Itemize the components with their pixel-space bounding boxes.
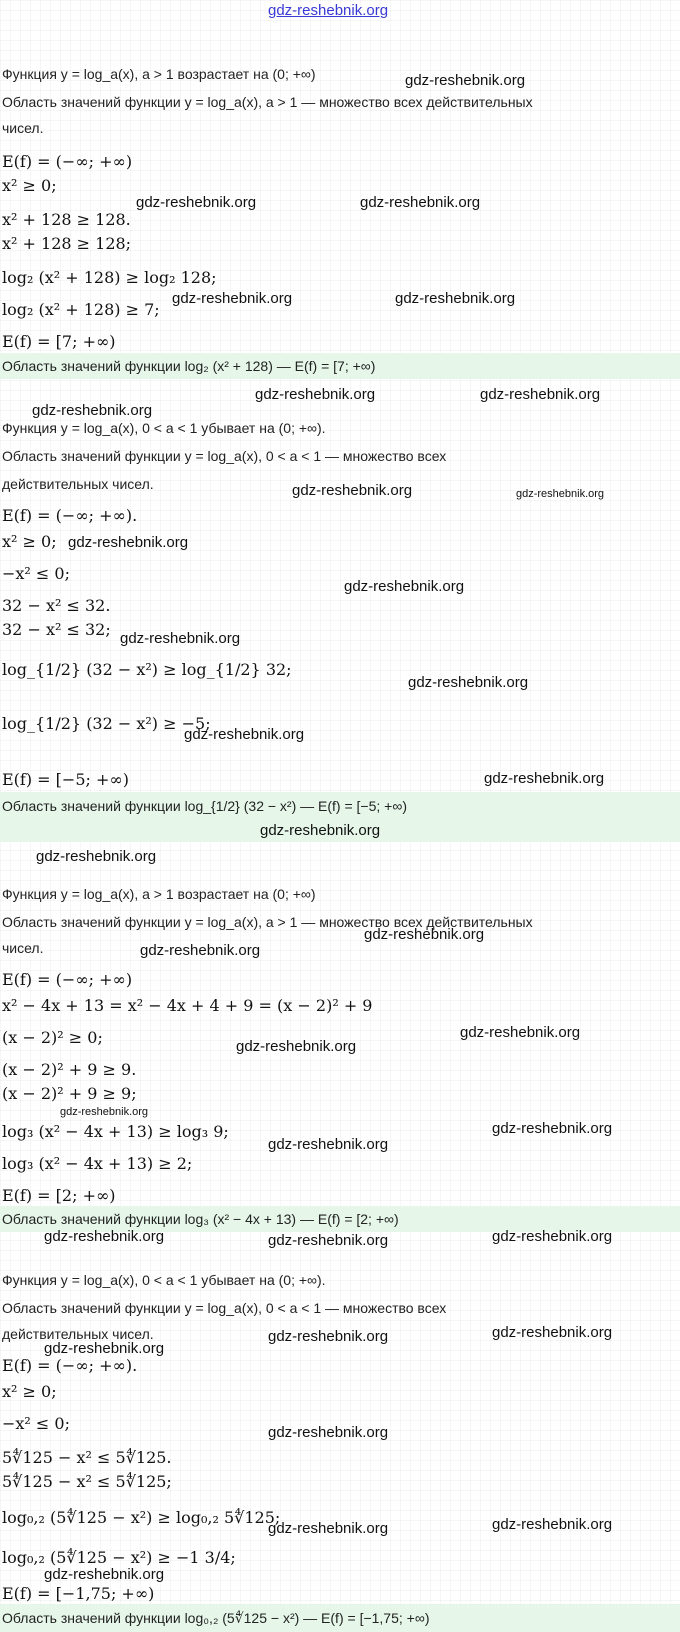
equation-line: E(f) = [−5; +∞)	[2, 770, 129, 789]
equation-line: E(f) = [7; +∞)	[2, 332, 116, 351]
watermark: gdz-reshebnik.org	[268, 1328, 389, 1345]
watermark: gdz-reshebnik.org	[44, 1340, 165, 1357]
equation-line: x² + 128 ≥ 128.	[2, 210, 131, 229]
equation-line: −x² ≤ 0;	[2, 564, 70, 583]
equation-line: E(f) = (−∞; +∞)	[2, 970, 133, 989]
watermark: gdz-reshebnik.org	[492, 1228, 613, 1245]
equation-line: x² + 128 ≥ 128;	[2, 234, 132, 253]
statement-line: Функция y = log_a(x), 0 < a < 1 убывает на (0; +∞).	[2, 1272, 326, 1288]
equation-line: (x − 2)² + 9 ≥ 9.	[2, 1060, 137, 1079]
answer-text: Область значений функции log₃ (x² − 4x + 13) — E(f) = [2; +∞)	[2, 1211, 399, 1227]
watermark: gdz-reshebnik.org	[292, 482, 413, 499]
equation-line: (x − 2)² ≥ 0;	[2, 1028, 103, 1047]
equation-line: E(f) = (−∞; +∞).	[2, 1356, 138, 1375]
equation-line: x² ≥ 0;	[2, 532, 57, 551]
watermark: gdz-reshebnik.org	[268, 1520, 389, 1537]
equation-line: E(f) = [2; +∞)	[2, 1186, 116, 1205]
watermark: gdz-reshebnik.org	[344, 578, 465, 595]
equation-line: x² ≥ 0;	[2, 176, 57, 195]
watermark: gdz-reshebnik.org	[68, 534, 189, 551]
watermark: gdz-reshebnik.org	[44, 1566, 165, 1583]
watermark: gdz-reshebnik.org	[255, 386, 376, 403]
statement-line: чисел.	[2, 940, 44, 956]
equation-line: 32 − x² ≤ 32;	[2, 620, 111, 639]
watermark: gdz-reshebnik.org	[184, 726, 305, 743]
watermark: gdz-reshebnik.org	[172, 290, 293, 307]
watermark: gdz-reshebnik.org	[516, 488, 605, 500]
statement-line: Функция y = log_a(x), a > 1 возрастает на (0; +∞)	[2, 66, 316, 82]
equation-line: E(f) = [−1,75; +∞)	[2, 1584, 155, 1603]
watermark: gdz-reshebnik.org	[32, 402, 153, 419]
watermark: gdz-reshebnik.org	[492, 1324, 613, 1341]
statement-line: Область значений функции y = log_a(x), 0 < a < 1 — множество всех	[2, 448, 447, 464]
equation-line: 5∜125 − x² ≤ 5∜125;	[2, 1472, 172, 1491]
equation-line: log₂ (x² + 128) ≥ 7;	[2, 300, 160, 319]
statement-line: Область значений функции y = log_a(x), a > 1 — множество всех действительных	[2, 94, 533, 110]
watermark[interactable]: gdz-reshebnik.org	[268, 2, 389, 19]
watermark: gdz-reshebnik.org	[460, 1024, 581, 1041]
watermark: gdz-reshebnik.org	[60, 1106, 149, 1118]
watermark: gdz-reshebnik.org	[120, 630, 241, 647]
answer-text: Область значений функции log₂ (x² + 128) — E(f) = [7; +∞)	[2, 358, 376, 374]
watermark: gdz-reshebnik.org	[408, 674, 529, 691]
equation-line: log₀,₂ (5∜125 − x²) ≥ −1 3/4;	[2, 1548, 236, 1567]
watermark: gdz-reshebnik.org	[395, 290, 516, 307]
equation-line: 5∜125 − x² ≤ 5∜125.	[2, 1448, 172, 1467]
equation-line: 32 − x² ≤ 32.	[2, 596, 111, 615]
watermark: gdz-reshebnik.org	[492, 1120, 613, 1137]
watermark: gdz-reshebnik.org	[492, 1516, 613, 1533]
statement-line: Область значений функции y = log_a(x), 0 < a < 1 — множество всех	[2, 1300, 447, 1316]
watermark: gdz-reshebnik.org	[136, 194, 257, 211]
statement-line: чисел.	[2, 120, 44, 136]
equation-line: log₃ (x² − 4x + 13) ≥ 2;	[2, 1154, 193, 1173]
watermark: gdz-reshebnik.org	[236, 1038, 357, 1055]
equation-line: −x² ≤ 0;	[2, 1414, 70, 1433]
answer-highlight	[0, 1604, 680, 1632]
statement-line: Функция y = log_a(x), a > 1 возрастает на (0; +∞)	[2, 886, 316, 902]
equation-line: (x − 2)² + 9 ≥ 9;	[2, 1084, 137, 1103]
watermark: gdz-reshebnik.org	[484, 770, 605, 787]
watermark: gdz-reshebnik.org	[140, 942, 261, 959]
equation-line: log₀,₂ (5∜125 − x²) ≥ log₀,₂ 5∜125;	[2, 1508, 281, 1527]
equation-line: x² ≥ 0;	[2, 1382, 57, 1401]
watermark: gdz-reshebnik.org	[260, 822, 381, 839]
watermark: gdz-reshebnik.org	[268, 1424, 389, 1441]
watermark: gdz-reshebnik.org	[364, 926, 485, 943]
equation-line: log_{1/2} (32 − x²) ≥ −5;	[2, 714, 211, 733]
statement-line: действительных чисел.	[2, 1326, 154, 1342]
answer-text: Область значений функции log_{1/2} (32 − x²) — E(f) = [−5; +∞)	[2, 798, 407, 814]
watermark: gdz-reshebnik.org	[405, 72, 526, 89]
watermark: gdz-reshebnik.org	[36, 848, 157, 865]
statement-line: действительных чисел.	[2, 476, 154, 492]
equation-line: log₂ (x² + 128) ≥ log₂ 128;	[2, 268, 217, 287]
equation-line: log_{1/2} (32 − x²) ≥ log_{1/2} 32;	[2, 660, 292, 679]
watermark: gdz-reshebnik.org	[44, 1228, 165, 1245]
watermark: gdz-reshebnik.org	[268, 1136, 389, 1153]
equation-line: E(f) = (−∞; +∞)	[2, 152, 133, 171]
watermark: gdz-reshebnik.org	[360, 194, 481, 211]
answer-highlight	[0, 353, 680, 379]
watermark: gdz-reshebnik.org	[268, 1232, 389, 1249]
statement-line: Функция y = log_a(x), 0 < a < 1 убывает на (0; +∞).	[2, 420, 326, 436]
equation-line: x² − 4x + 13 = x² − 4x + 4 + 9 = (x − 2)² + 9	[2, 996, 373, 1015]
equation-line: E(f) = (−∞; +∞).	[2, 506, 138, 525]
answer-text: Область значений функции log₀,₂ (5∜125 − x²) — E(f) = [−1,75; +∞)	[2, 1610, 430, 1626]
watermark: gdz-reshebnik.org	[480, 386, 601, 403]
statement-line: Область значений функции y = log_a(x), a > 1 — множество всех действительных	[2, 914, 533, 930]
equation-line: log₃ (x² − 4x + 13) ≥ log₃ 9;	[2, 1122, 229, 1141]
